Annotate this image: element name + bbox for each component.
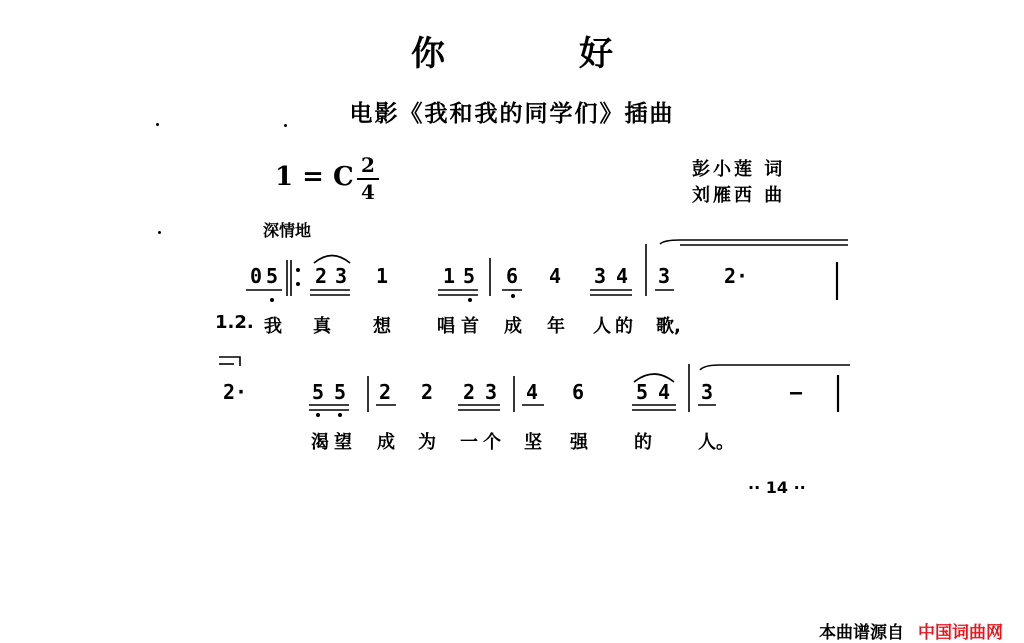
lyric: 真	[313, 316, 331, 337]
note: 3	[485, 380, 498, 404]
repeat-dot	[296, 268, 300, 272]
lyric: 想	[373, 316, 391, 337]
lyric: 唱首	[437, 316, 485, 337]
source-label: 本曲谱源自	[819, 623, 904, 643]
note: 4	[616, 264, 629, 288]
note-dash: —	[790, 380, 803, 404]
lyric: 成	[377, 432, 395, 453]
lyric: 坚	[524, 432, 542, 453]
lyric-verse-marker: 1.2.	[215, 312, 254, 333]
note: 2·	[223, 380, 248, 404]
note: 3	[658, 264, 671, 288]
song-title: 你 好	[411, 34, 663, 74]
note: 5	[463, 264, 476, 288]
octave-dot	[338, 413, 342, 417]
song-subtitle: 电影《我和我的同学们》插曲	[349, 100, 675, 127]
tempo-marking: 深情地	[263, 221, 312, 240]
octave-dot	[468, 298, 472, 302]
lyricist-credit: 彭小莲 词	[692, 159, 786, 180]
lyric: 成	[504, 316, 522, 337]
lyric: 的	[634, 432, 652, 453]
volta-bracket	[700, 365, 850, 370]
lyric: 年	[547, 316, 565, 337]
slur-arc	[314, 256, 350, 264]
note: 2	[315, 264, 328, 288]
composer-credit: 刘雁西 曲	[692, 185, 786, 206]
note: 6	[572, 380, 585, 404]
note: 3	[701, 380, 714, 404]
source-footer	[819, 618, 1003, 643]
lyric: 渴望	[311, 432, 357, 453]
lyric: 一个	[460, 432, 506, 453]
octave-dot	[511, 294, 515, 298]
lyric: 人的	[593, 316, 637, 337]
lyric: 我	[264, 316, 282, 337]
lyric: 为	[418, 432, 436, 453]
note: 5	[334, 380, 347, 404]
note: 1	[443, 264, 456, 288]
note: 4	[549, 264, 562, 288]
page-number: ·· 14 ··	[748, 478, 806, 497]
repeat-dot	[296, 282, 300, 286]
note: 5	[312, 380, 325, 404]
note: 4	[658, 380, 671, 404]
octave-dot	[270, 298, 274, 302]
lyric: 人。	[698, 432, 734, 453]
note: 2	[463, 380, 476, 404]
note: 0	[250, 264, 263, 288]
note: 2·	[724, 264, 749, 288]
site-link[interactable]: 中国词曲网	[918, 623, 1003, 643]
note: 3	[594, 264, 607, 288]
note: 2	[421, 380, 434, 404]
note: 6	[506, 264, 519, 288]
key-signature: 1 = C	[275, 162, 354, 192]
note: 4	[526, 380, 539, 404]
lyric: 歌,	[656, 316, 681, 337]
note: 1	[376, 264, 389, 288]
note: 3	[335, 264, 348, 288]
note: 2	[379, 380, 392, 404]
volta-bracket	[660, 240, 848, 244]
time-signature-top: 2	[361, 153, 375, 177]
octave-dot	[316, 413, 320, 417]
time-signature-bottom: 4	[361, 180, 375, 204]
note: 5	[636, 380, 649, 404]
note: 5	[266, 264, 279, 288]
lyric: 强	[570, 432, 588, 453]
